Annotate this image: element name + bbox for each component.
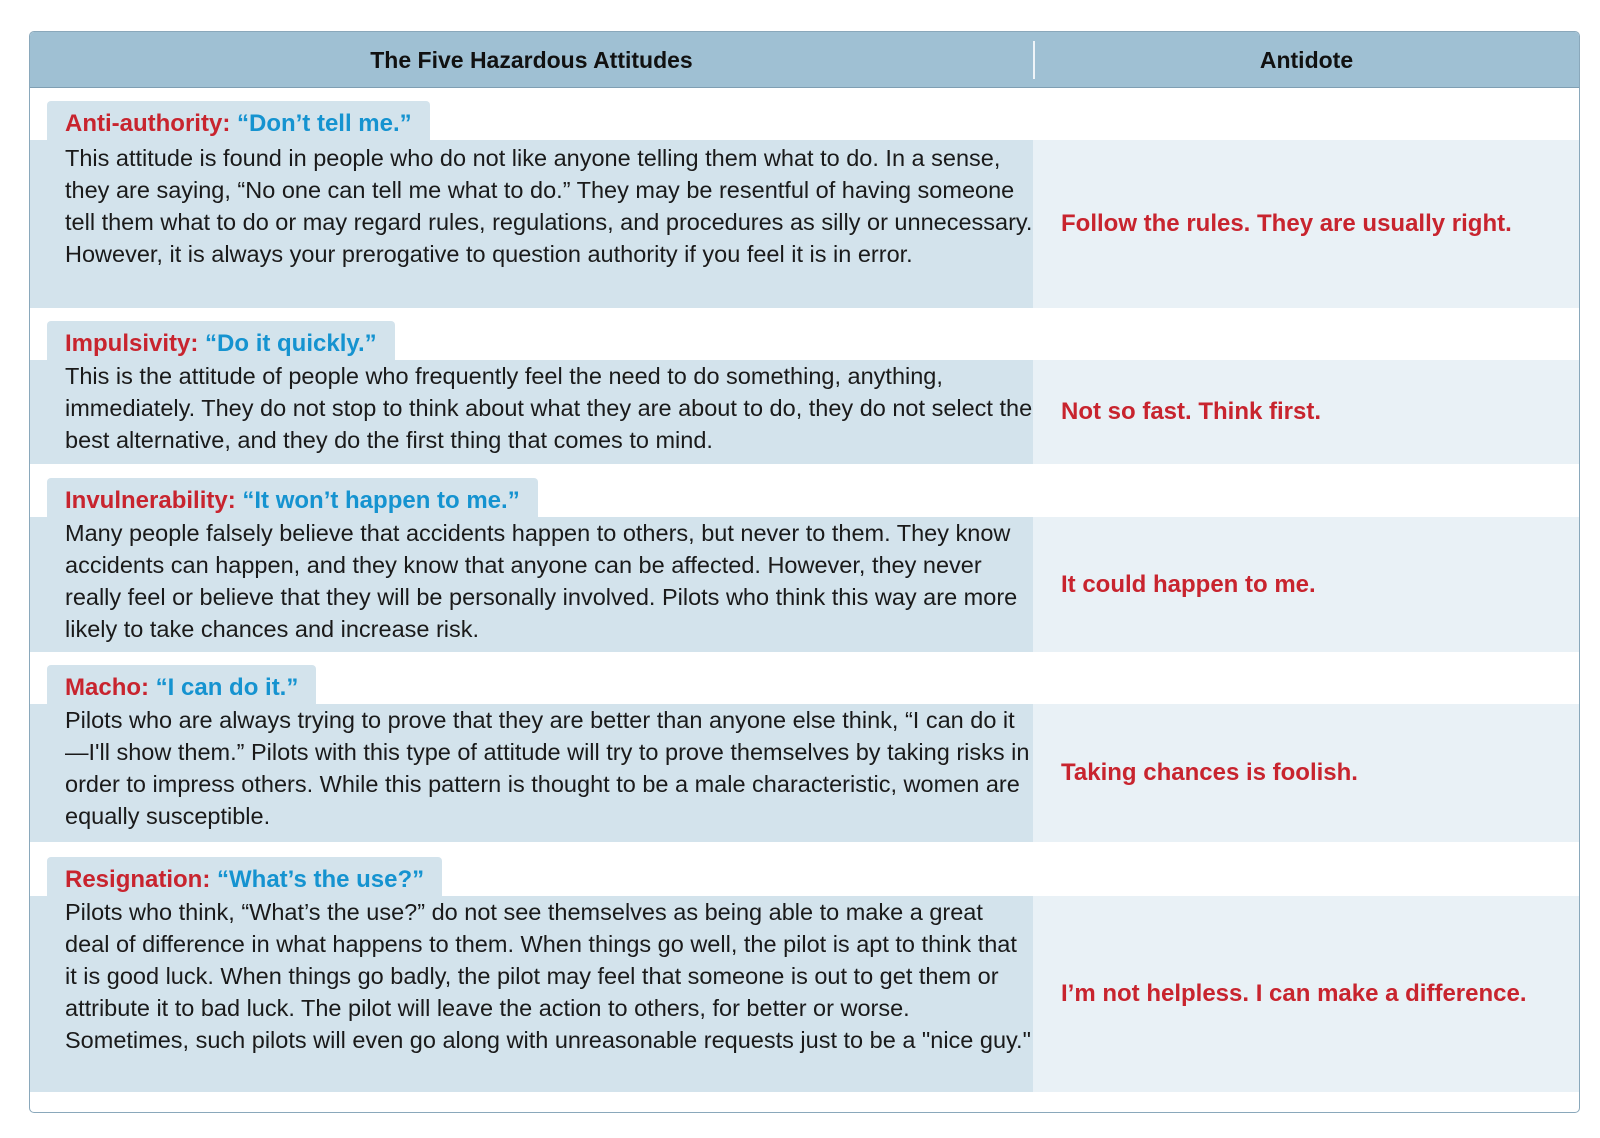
attitude-title	[65, 867, 424, 893]
table-row	[30, 665, 1579, 842]
column-header-attitudes: The Five Hazardous Attitudes	[370, 47, 693, 73]
antidote-text: It could happen to me.	[1033, 517, 1579, 652]
attitude-name: Macho:	[65, 674, 149, 701]
attitude-title	[65, 488, 520, 514]
attitude-quote: “I can do it.”	[155, 674, 299, 701]
attitude-quote: “What’s the use?”	[217, 866, 425, 893]
attitude-description: Pilots who are always trying to prove that they are better than anyone else think, “I can do it—I'll show them.” Pilots with this type of attitude will try to prove themselves by taking risks in order to impress others. While this pattern is thought to be a male characteristic, women are equally susceptible.	[30, 704, 1033, 842]
attitude-description: This attitude is found in people who do not like anyone telling them what to do. In a sense, they are saying, “No one can tell me what to do.” They may be resentful of having someone tell them what to do or may regard rules, regulations, and procedures as silly or unnecessary. However, it is always your prerogative to question authority if you feel it is in error.	[30, 140, 1033, 308]
attitude-quote: “Do it quickly.”	[205, 330, 377, 357]
attitude-title-tab	[47, 321, 395, 363]
attitude-title	[65, 331, 377, 357]
attitude-description: Pilots who think, “What’s the use?” do not see themselves as being able to make a great deal of difference in what happens to them. When things go well, the pilot is apt to think that it is good luck. When things go badly, the pilot may feel that someone is out to get them or attribute it to bad luck. The pilot will leave the action to others, for better or worse. Sometimes, such pilots will even go along with unreasonable requests just to be a "nice guy."	[30, 896, 1033, 1092]
antidote-text: I’m not helpless. I can make a difference.	[1033, 896, 1579, 1092]
column-header-antidote: Antidote	[1259, 47, 1354, 73]
attitude-name: Invulnerability:	[65, 487, 236, 514]
attitude-title-tab	[47, 665, 316, 707]
attitude-title-tab	[47, 478, 538, 520]
table-header	[30, 32, 1579, 88]
hazardous-attitudes-table	[29, 31, 1580, 1113]
attitude-title-tab	[47, 101, 430, 143]
antidote-text: Follow the rules. They are usually right.	[1033, 140, 1579, 308]
table-row	[30, 478, 1579, 652]
table-row	[30, 101, 1579, 308]
attitude-quote: “It won’t happen to me.”	[242, 487, 520, 514]
table-row	[30, 857, 1579, 1092]
attitude-name: Impulsivity:	[65, 330, 199, 357]
attitude-description: This is the attitude of people who frequently feel the need to do something, anything, immediately. They do not stop to think about what they are about to do, they do not select the best alternative, and they do the first thing that comes to mind.	[30, 360, 1033, 464]
attitude-quote: “Don’t tell me.”	[236, 110, 412, 137]
attitude-name: Anti-authority:	[65, 110, 231, 137]
antidote-text: Not so fast. Think first.	[1033, 360, 1579, 464]
attitude-title	[65, 675, 298, 701]
attitude-description: Many people falsely believe that accidents happen to others, but never to them. They know accidents can happen, and they know that anyone can be affected. However, they never really feel or believe that they will be personally involved. Pilots who think this way are more likely to take chances and increase risk.	[30, 517, 1033, 652]
attitude-title-tab	[47, 857, 442, 899]
attitude-title	[65, 111, 412, 137]
table-row	[30, 321, 1579, 464]
antidote-text: Taking chances is foolish.	[1033, 704, 1579, 842]
attitude-name: Resignation:	[65, 866, 211, 893]
